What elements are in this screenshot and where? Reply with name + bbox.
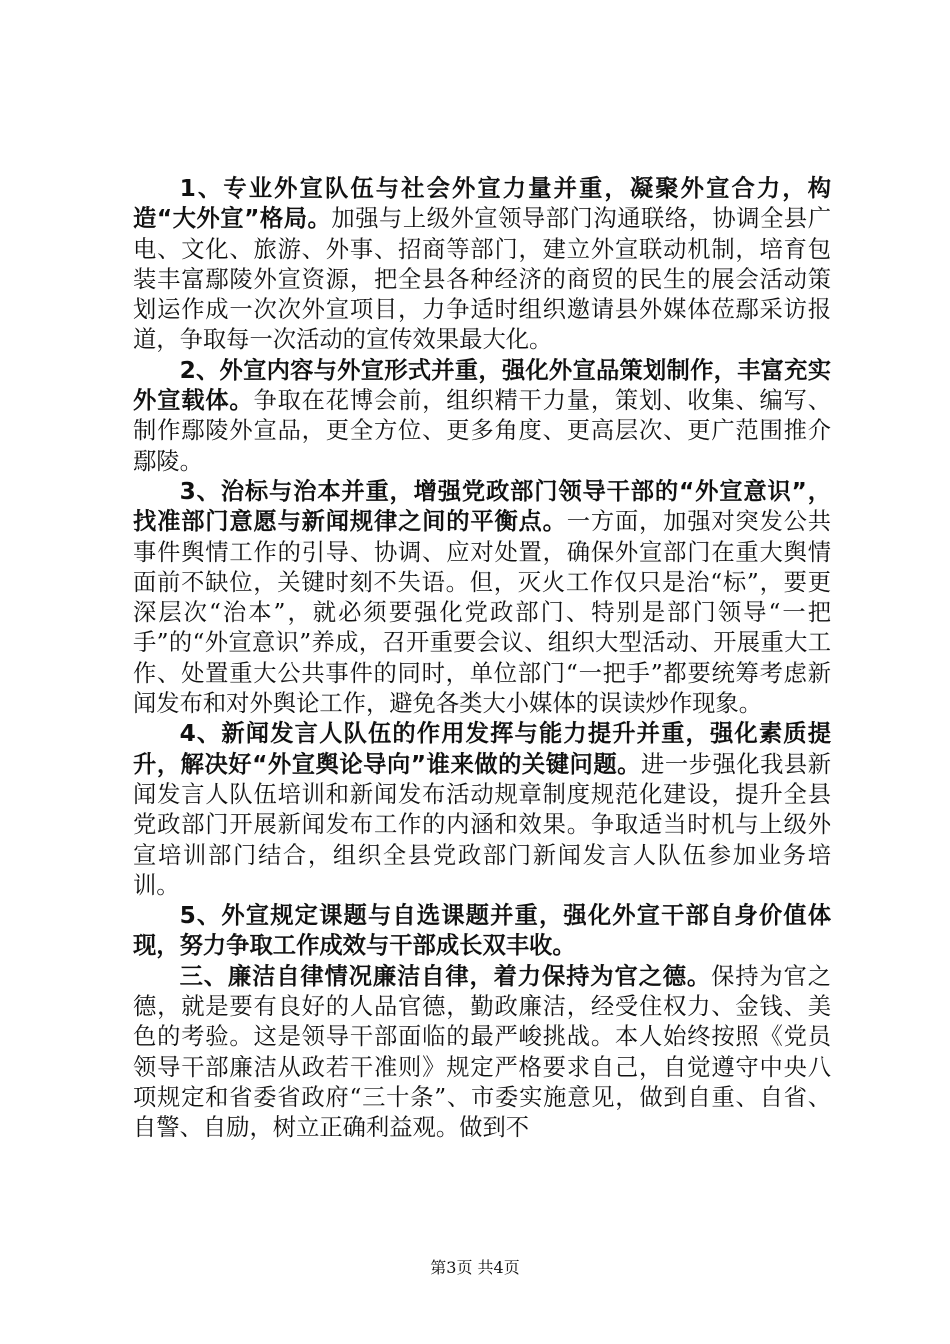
paragraph-3: [133, 477, 831, 719]
paragraph-5-heading: 5、外宣规定课题与自选课题并重，强化外宣干部自身价值体现，努力争取工作成效与干部成长双丰收。: [133, 902, 831, 960]
paragraph-2-heading: 2、外宣内容与外宣形式并重，强化外宣品策划制作，丰富充实外宣载体。: [133, 356, 831, 415]
paragraph-3-text: 一方面，加强对突发公共事件舆情工作的引导、协调、应对处置，确保外宣部门在重大舆情面前不缺位，关键时刻不失语。但，灭火工作仅只是治“标”，要更深层次“治本”，就必须要强化党政部门、特别是部门领导“一把手”的“外宣意识”养成，召开重要会议、组织大型活动、开展重大工作、处置重大公共事件的同时，单位部门“一把手”都要统筹考虑新闻发布和对外舆论工作，避免各类大小媒体的误读炒作现象。: [133, 508, 832, 718]
page-footer: 第3页 共4页: [430, 1258, 520, 1277]
paragraph-4: [133, 719, 831, 901]
paragraph-1-heading: 1、专业外宣队伍与社会外宣力量并重，凝聚外宣合力，构造“大外宣”格局。: [133, 175, 831, 233]
paragraph-5: [133, 901, 831, 962]
paragraph-2-text: 争取在花博会前，组织精干力量，策划、收集、编写、制作鄢陵外宣品，更全方位、更多角度、更高层次、更广范围推介鄢陵。: [133, 387, 832, 475]
paragraph-1-text: 加强与上级外宣领导部门沟通联络，协调全县广电、文化、旅游、外事、招商等部门，建立外宣联动机制，培育包装丰富鄢陵外宣资源，把全县各种经济的商贸的民生的展会活动策划运作成一次次外宣项目，力争适时组织邀请县外媒体莅鄢采访报道，争取每一次活动的宣传效果最大化。: [133, 205, 831, 354]
paragraph-6: [133, 962, 831, 1144]
paragraph-4-heading: 4、新闻发言人队伍的作用发挥与能力提升并重，强化素质提升，解决好“外宣舆论导向”谁来做的关键问题。: [133, 720, 831, 778]
paragraph-3-heading: 3、治标与治本并重，增强党政部门领导干部的“外宣意识”，找准部门意愿与新闻规律之间的平衡点。: [133, 477, 831, 536]
paragraph-4-text: 进一步强化我县新闻发言人队伍培训和新闻发布活动规章制度规范化建设，提升全县党政部门开展新闻发布工作的内涵和效果。争取适当时机与上级外宣培训部门结合，组织全县党政部门新闻发言人队伍参加业务培训。: [133, 750, 832, 899]
document-body: [133, 174, 831, 1144]
paragraph-2: [133, 356, 831, 477]
paragraph-6-heading: 三、廉洁自律情况廉洁自律，着力保持为官之德。: [179, 962, 712, 990]
paragraph-6-text: 保持为官之德，就是要有良好的人品官德，勤政廉洁，经受住权力、金钱、美色的考验。这是领导干部面临的最严峻挑战。本人始终按照《党员领导干部廉洁从政若干准则》规定严格要求自己，自觉遵守中央八项规定和省委省政府“三十条”、市委实施意见，做到自重、自省、自警、自励，树立正确利益观。做到不: [133, 962, 832, 1142]
paragraph-1: [133, 174, 831, 356]
